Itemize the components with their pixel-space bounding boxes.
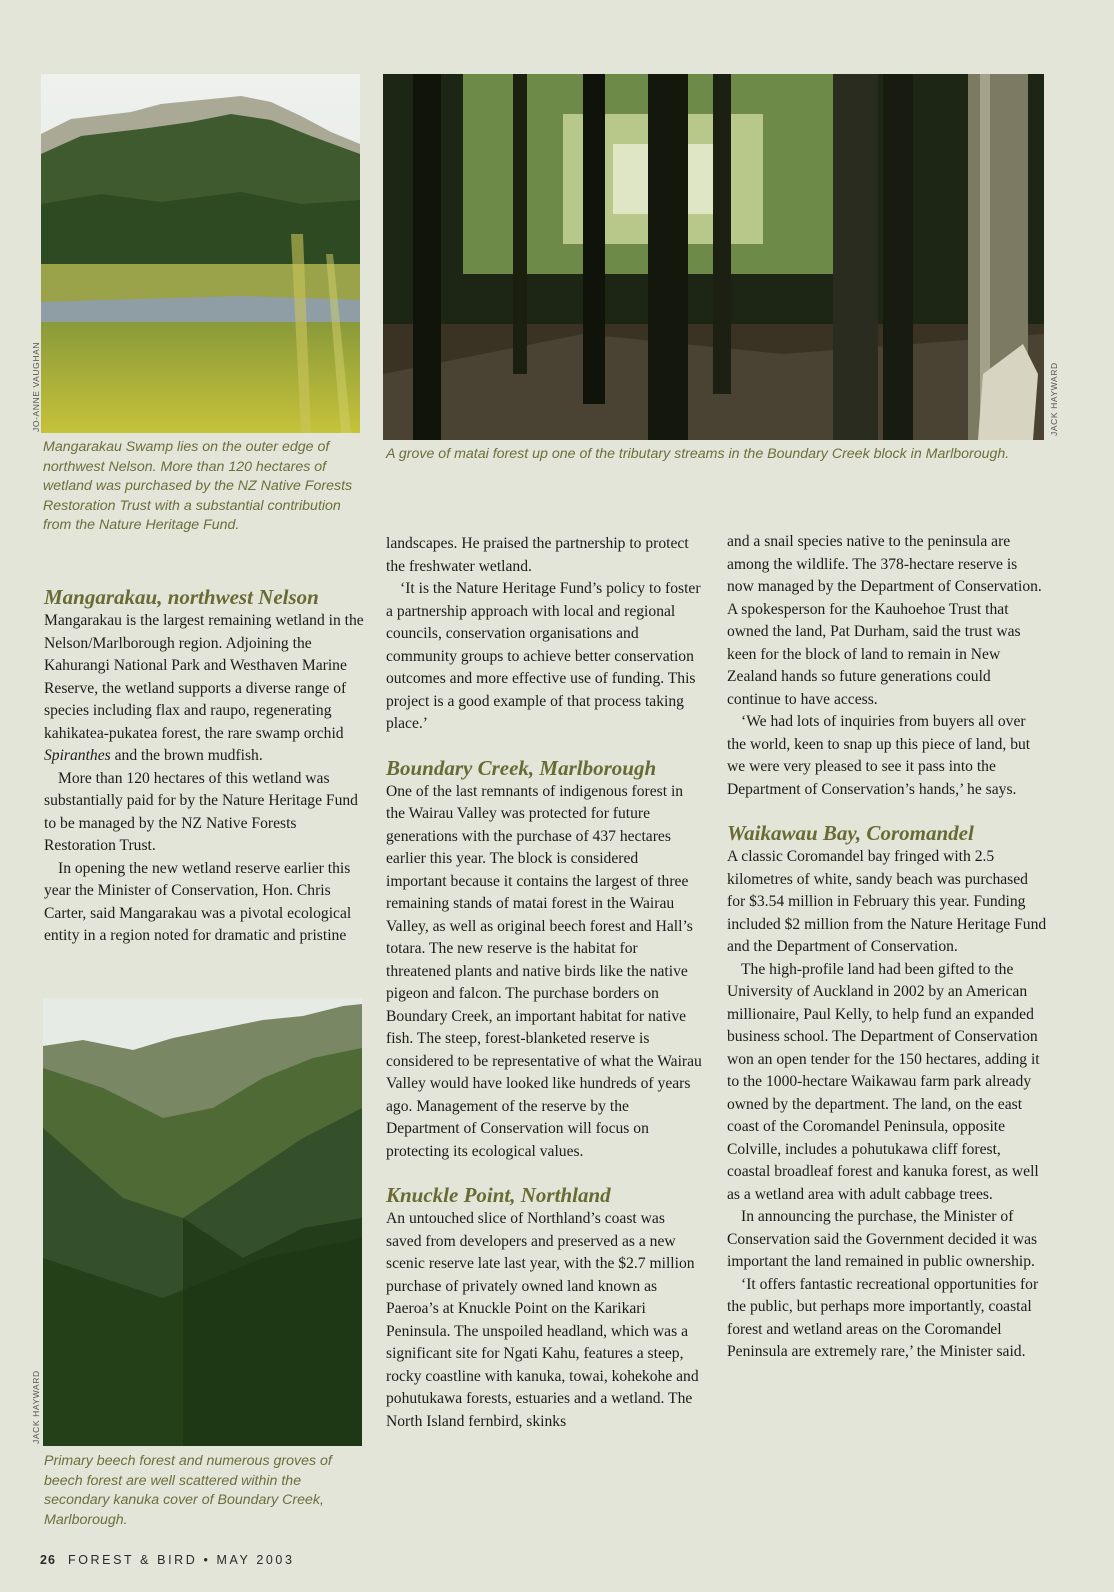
matai-caption: A grove of matai forest up one of the tributary streams in the Boundary Creek block in Marlborough. <box>386 446 1010 462</box>
article-column-2 <box>386 533 702 1433</box>
mangarakau-paragraph-3: In opening the new wetland reserve earlier this year the Minister of Conservation, Hon. Chris Carter, said Mangarakau was a pivotal ecological entity in a region noted for dramatic and pristine <box>44 859 352 944</box>
page-number: 26 <box>40 1553 56 1567</box>
knuckle-paragraph-2: ‘We had lots of inquiries from buyers all over the world, keen to snap up this piece of land, but we were very pleased to see it pass into the Department of Conservation’s hands,’ he says. <box>727 713 1031 798</box>
waikawau-paragraph-3: In announcing the purchase, the Minister of Conservation said the Government decided it was important the land remained in public ownership. <box>727 1208 1038 1270</box>
page-footer <box>40 1553 295 1567</box>
swamp-photo <box>41 74 360 433</box>
waikawau-paragraph-1: A classic Coromandel bay fringed with 2.5 kilometres of white, sandy beach was purchased for $3.54 million in February this year. Funding included $2 million from the Nature Heritage Fund and the Department of Conservation. <box>727 848 1047 955</box>
knuckle-paragraph-1-continued: and a snail species native to the peninsula are among the wildlife. The 378-hectare reserve is now managed by the Department of Conservation. A spokesperson for the Kauhoehoe Trust that owned the land, Pat Durham, said the trust was keen for the block of land to remain in New Zealand hands so future generations could continue to have access. <box>727 533 1042 708</box>
swamp-photo-credit: JO-ANNE VAUGHAN <box>31 341 41 432</box>
heading-boundary-creek: Boundary Creek, Marlborough <box>386 755 657 780</box>
knuckle-paragraph-1: An untouched slice of Northland’s coast was saved from developers and preserved as a new scenic reserve late last year, with the $2.7 million purchase of privately owned land known as Paeroa’s at Knuckle Point on the Karikari Peninsula. The unspoiled headland, which was a significant site for Ngati Kahu, features a steep, rocky coastline with kanuka, towai, kohekohe and pohutukawa forests, estuaries and a wetland. The North Island fernbird, skinks <box>386 1210 699 1430</box>
boundary-paragraph-1: One of the last remnants of indigenous forest in the Wairau Valley was protected for future generations with the purchase of 437 hectares earlier this year. The block is considered important because it contains the largest of three remaining stands of matai forest in the Wairau Valley, as well as original beech forest and Hall’s totara. The new reserve is the habitat for threatened plants and native birds like the native pigeon and falcon. The purchase borders on Boundary Creek, an important habitat for native fish. The steep, forest-blanketed reserve is considered to be representative of what the Wairau Valley would have looked like hundreds of years ago. Management of the reserve by the Department of Conservation will focus on protecting its ecological values. <box>386 782 702 1160</box>
article-column-1 <box>44 584 364 948</box>
waikawau-paragraph-2: The high-profile land had been gifted to the University of Auckland in 2002 by an American millionaire, Paul Kelly, to help fund an expanded business school. The Department of Conservation won an open tender for the 150 hectares, adding it to the 1000-hectare Waikawau farm park already owned by the department. The land, on the east coast of the Coromandel Peninsula, opposite Colville, includes a pohutukawa cliff forest, coastal broadleaf forest and kanuka forest, as well as a wetland area with adult cabbage trees. <box>727 960 1040 1203</box>
matai-photo-credit: JACK HAYWARD <box>1049 362 1059 436</box>
swamp-caption: Mangarakau Swamp lies on the outer edge of northwest Nelson. More than 120 hectares of wetland was purchased by the NZ Native Forests Restoration Trust with a substantial contribution from the Nature Heritage Fund. <box>43 439 353 533</box>
waikawau-paragraph-4: ‘It offers fantastic recreational opportunities for the public, but perhaps more importantly, coastal forest and wetland areas on the Coromandel Peninsula are extremely rare,’ the Minister said. <box>727 1275 1039 1360</box>
beech-caption: Primary beech forest and numerous groves of beech forest are well scattered within the secondary kanuka cover of Boundary Creek, Marlborough. <box>44 1453 332 1528</box>
article-column-3 <box>727 531 1047 1364</box>
mangarakau-paragraph-2: More than 120 hectares of this wetland was substantially paid for by the Nature Heritage Fund to be managed by the NZ Native Forests Restoration Trust. <box>44 769 358 854</box>
mangarakau-paragraph-1: Mangarakau is the largest remaining wetland in the Nelson/Marlborough region. Adjoining the Kahurangi National Park and Westhaven Marine Reserve, the wetland supports a diverse range of species including flax and raupo, regenerating kahikatea-pukatea forest, the rare swamp orchid Spiranthes and the brown mudfish. <box>44 612 364 764</box>
heading-knuckle-point: Knuckle Point, Northland <box>386 1183 611 1207</box>
publication-info: FOREST & BIRD • MAY 2003 <box>67 1553 295 1567</box>
mangarakau-paragraph-3-continued: landscapes. He praised the partnership to protect the freshwater wetland. <box>386 535 689 575</box>
heading-waikawau-bay: Waikawau Bay, Coromandel <box>727 821 974 845</box>
heading-mangarakau: Mangarakau, northwest Nelson <box>44 585 319 609</box>
beech-photo-credit: JACK HAYWARD <box>31 1370 41 1444</box>
mangarakau-paragraph-4: ‘It is the Nature Heritage Fund’s policy to foster a partnership approach with local and regional councils, conservation organisations and community groups to achieve better conservation outcomes and more effective use of funding. This project is a good example of that process taking place.’ <box>386 580 701 732</box>
beech-forest-photo <box>43 998 362 1446</box>
matai-forest-photo <box>383 74 1044 440</box>
